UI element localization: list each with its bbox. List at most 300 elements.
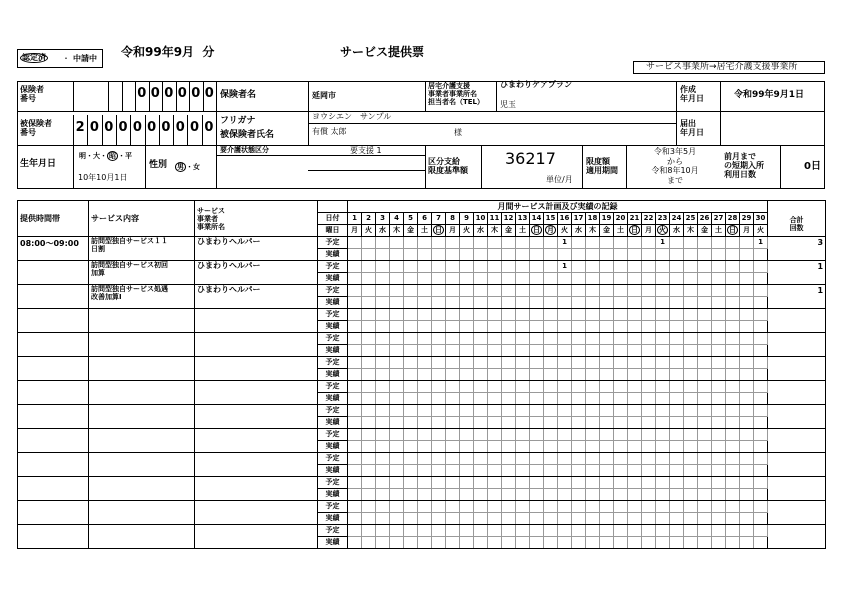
day-number: 30 bbox=[754, 213, 768, 225]
actual-day-cell bbox=[376, 249, 390, 261]
actual-day-cell bbox=[712, 297, 726, 309]
weekday-text: 水 bbox=[673, 226, 680, 234]
dob-label: 生年月日 bbox=[20, 159, 57, 169]
time-cell bbox=[18, 285, 89, 309]
plan-day-cell bbox=[740, 453, 754, 465]
care-level-value: 要支援 1 bbox=[350, 146, 382, 155]
plan-day-cell bbox=[544, 525, 558, 537]
actual-day-cell bbox=[362, 321, 376, 333]
actual-day-cell bbox=[516, 489, 530, 501]
schedule-row bbox=[18, 477, 826, 489]
actual-day-cell bbox=[600, 537, 614, 549]
actual-day-cell bbox=[460, 321, 474, 333]
plan-day-cell bbox=[754, 309, 768, 321]
weekday bbox=[488, 225, 502, 237]
plan-day-cell bbox=[488, 261, 502, 273]
plan-day-cell bbox=[712, 429, 726, 441]
plan-day-cell bbox=[376, 357, 390, 369]
plan-day-cell bbox=[502, 237, 516, 249]
plan-day-cell bbox=[502, 309, 516, 321]
day-number: 10 bbox=[474, 213, 488, 225]
actual-day-cell bbox=[390, 249, 404, 261]
care-manager-label: 居宅介護支援 事業者事業所名 担当者名（TEL） bbox=[428, 82, 485, 106]
insurer-number-label: 保険者 番号 bbox=[20, 85, 44, 103]
plan-day-cell bbox=[544, 261, 558, 273]
actual-day-cell bbox=[502, 537, 516, 549]
actual-day-cell bbox=[698, 297, 712, 309]
service-content-cell bbox=[89, 381, 195, 405]
furigana-label: フリガナ bbox=[220, 116, 256, 126]
plan-day-cell bbox=[684, 333, 698, 345]
actual-day-cell bbox=[586, 513, 600, 525]
plan-day-cell bbox=[404, 453, 418, 465]
total-count-cell bbox=[768, 453, 826, 477]
plan-day-cell bbox=[558, 453, 572, 465]
actual-day-cell bbox=[362, 537, 376, 549]
weekday-text: 日 bbox=[533, 226, 540, 234]
schedule-row bbox=[18, 453, 826, 465]
total-header: 合計 回数 bbox=[768, 213, 826, 237]
actual-day-cell bbox=[586, 321, 600, 333]
plan-day-cell bbox=[544, 285, 558, 297]
plan-day-cell bbox=[600, 501, 614, 513]
actual-day-cell bbox=[474, 513, 488, 525]
plan-day-cell bbox=[656, 285, 670, 297]
actual-day-cell bbox=[628, 513, 642, 525]
actual-day-cell bbox=[740, 513, 754, 525]
actual-day-cell bbox=[390, 441, 404, 453]
plan-day-cell bbox=[390, 525, 404, 537]
weekday bbox=[404, 225, 418, 237]
time-cell bbox=[18, 357, 89, 381]
weekday-text: 火 bbox=[365, 226, 372, 234]
plan-day-cell bbox=[586, 261, 600, 273]
actual-day-cell bbox=[754, 513, 768, 525]
actual-day-cell bbox=[684, 321, 698, 333]
actual-day-cell bbox=[418, 393, 432, 405]
actual-day-cell bbox=[600, 513, 614, 525]
day-label: 日付 bbox=[318, 213, 348, 225]
actual-day-cell bbox=[698, 489, 712, 501]
actual-day-cell bbox=[600, 369, 614, 381]
actual-day-cell bbox=[390, 465, 404, 477]
plan-day-cell bbox=[390, 357, 404, 369]
actual-day-cell bbox=[390, 345, 404, 357]
actual-day-cell bbox=[712, 465, 726, 477]
provider-cell: ひまわりヘルパー bbox=[195, 285, 318, 309]
actual-day-cell bbox=[348, 273, 362, 285]
short-stay-days: 0日 bbox=[804, 161, 821, 172]
time-cell bbox=[18, 405, 89, 429]
actual-day-cell bbox=[418, 537, 432, 549]
total-count-cell bbox=[768, 477, 826, 501]
notified-date-label: 届出 年月日 bbox=[680, 119, 704, 137]
plan-day-cell bbox=[572, 429, 586, 441]
actual-day-cell bbox=[572, 369, 586, 381]
plan-label: 予定 bbox=[318, 333, 348, 345]
plan-day-cell bbox=[516, 405, 530, 417]
actual-day-cell bbox=[460, 393, 474, 405]
actual-day-cell bbox=[572, 393, 586, 405]
limit-unit: 単位/月 bbox=[546, 175, 573, 184]
weekday-text: 月 bbox=[645, 226, 652, 234]
plan-day-cell bbox=[446, 357, 460, 369]
actual-day-cell bbox=[530, 393, 544, 405]
weekday bbox=[740, 225, 754, 237]
actual-day-cell bbox=[516, 321, 530, 333]
actual-day-cell bbox=[474, 249, 488, 261]
plan-day-cell bbox=[558, 405, 572, 417]
plan-day-cell bbox=[642, 333, 656, 345]
plan-day-cell bbox=[460, 501, 474, 513]
day-number: 13 bbox=[516, 213, 530, 225]
actual-day-cell bbox=[600, 417, 614, 429]
plan-day-cell bbox=[712, 261, 726, 273]
plan-day-cell bbox=[488, 453, 502, 465]
plan-day-cell bbox=[586, 501, 600, 513]
plan-day-cell bbox=[362, 381, 376, 393]
plan-day-cell bbox=[642, 357, 656, 369]
day-number: 26 bbox=[698, 213, 712, 225]
actual-day-cell bbox=[670, 345, 684, 357]
plan-day-cell bbox=[712, 501, 726, 513]
actual-day-cell bbox=[516, 393, 530, 405]
weekday bbox=[446, 225, 460, 237]
plan-day-cell bbox=[390, 333, 404, 345]
actual-day-cell bbox=[376, 441, 390, 453]
plan-day-cell bbox=[446, 285, 460, 297]
actual-day-cell bbox=[600, 441, 614, 453]
actual-label: 実績 bbox=[318, 249, 348, 261]
actual-day-cell bbox=[460, 297, 474, 309]
plan-day-cell bbox=[712, 237, 726, 249]
plan-day-cell bbox=[362, 525, 376, 537]
plan-day-cell bbox=[530, 357, 544, 369]
plan-day-cell bbox=[544, 405, 558, 417]
plan-day-cell bbox=[502, 285, 516, 297]
actual-day-cell bbox=[656, 513, 670, 525]
actual-day-cell bbox=[558, 513, 572, 525]
plan-day-cell bbox=[404, 333, 418, 345]
actual-day-cell bbox=[516, 249, 530, 261]
actual-day-cell bbox=[376, 393, 390, 405]
actual-day-cell bbox=[348, 465, 362, 477]
schedule-row bbox=[18, 333, 826, 345]
actual-day-cell bbox=[404, 273, 418, 285]
plan-day-cell bbox=[698, 477, 712, 489]
actual-day-cell bbox=[418, 273, 432, 285]
plan-day-cell bbox=[530, 333, 544, 345]
weekday-text: 木 bbox=[687, 226, 694, 234]
actual-day-cell bbox=[600, 393, 614, 405]
actual-day-cell bbox=[474, 345, 488, 357]
actual-day-cell bbox=[502, 393, 516, 405]
weekday bbox=[418, 225, 432, 237]
plan-day-cell bbox=[502, 357, 516, 369]
actual-day-cell bbox=[614, 345, 628, 357]
actual-day-cell bbox=[614, 297, 628, 309]
plan-day-cell bbox=[558, 477, 572, 489]
plan-day-cell bbox=[698, 237, 712, 249]
plan-day-cell bbox=[530, 309, 544, 321]
actual-day-cell bbox=[404, 465, 418, 477]
plan-day-cell bbox=[376, 261, 390, 273]
plan-day-cell bbox=[726, 333, 740, 345]
plan-day-cell bbox=[376, 429, 390, 441]
actual-day-cell bbox=[572, 297, 586, 309]
actual-day-cell bbox=[572, 249, 586, 261]
actual-day-cell bbox=[684, 441, 698, 453]
actual-day-cell bbox=[614, 273, 628, 285]
actual-label: 実績 bbox=[318, 321, 348, 333]
plan-day-cell bbox=[446, 261, 460, 273]
plan-label: 予定 bbox=[318, 237, 348, 249]
actual-day-cell bbox=[726, 417, 740, 429]
plan-day-cell bbox=[390, 501, 404, 513]
actual-day-cell bbox=[390, 537, 404, 549]
plan-day-cell bbox=[586, 405, 600, 417]
actual-day-cell bbox=[754, 393, 768, 405]
actual-day-cell bbox=[404, 513, 418, 525]
plan-day-cell bbox=[432, 261, 446, 273]
actual-day-cell bbox=[446, 441, 460, 453]
plan-day-cell bbox=[726, 501, 740, 513]
weekday bbox=[502, 225, 516, 237]
actual-day-cell bbox=[474, 417, 488, 429]
actual-day-cell bbox=[446, 537, 460, 549]
actual-day-cell bbox=[642, 513, 656, 525]
plan-day-cell bbox=[670, 309, 684, 321]
actual-day-cell bbox=[376, 273, 390, 285]
plan-day-cell bbox=[488, 333, 502, 345]
weekday bbox=[376, 225, 390, 237]
actual-day-cell bbox=[460, 369, 474, 381]
actual-day-cell bbox=[530, 441, 544, 453]
actual-day-cell bbox=[530, 345, 544, 357]
weekday bbox=[726, 225, 740, 237]
actual-day-cell bbox=[670, 369, 684, 381]
plan-day-cell bbox=[348, 333, 362, 345]
actual-label: 実績 bbox=[318, 297, 348, 309]
plan-day-cell bbox=[446, 333, 460, 345]
actual-day-cell bbox=[446, 393, 460, 405]
actual-day-cell bbox=[362, 489, 376, 501]
weekday-text: 木 bbox=[589, 226, 596, 234]
plan-day-cell bbox=[558, 429, 572, 441]
actual-day-cell bbox=[362, 273, 376, 285]
actual-day-cell bbox=[348, 249, 362, 261]
actual-day-cell bbox=[614, 489, 628, 501]
plan-day-cell bbox=[740, 285, 754, 297]
actual-day-cell bbox=[656, 393, 670, 405]
plan-day-cell bbox=[362, 357, 376, 369]
day-number: 4 bbox=[390, 213, 404, 225]
actual-day-cell bbox=[558, 345, 572, 357]
plan-day-cell bbox=[572, 501, 586, 513]
plan-day-cell bbox=[614, 429, 628, 441]
plan-day-cell bbox=[698, 309, 712, 321]
time-cell bbox=[18, 261, 89, 285]
actual-day-cell bbox=[740, 249, 754, 261]
time-header: 提供時間帯 bbox=[18, 201, 89, 237]
weekday bbox=[348, 225, 362, 237]
actual-day-cell bbox=[600, 297, 614, 309]
plan-day-cell bbox=[614, 405, 628, 417]
provider-cell bbox=[195, 477, 318, 501]
actual-day-cell bbox=[390, 417, 404, 429]
actual-day-cell bbox=[390, 369, 404, 381]
plan-day-cell bbox=[642, 453, 656, 465]
insured-name: 有償 太郎 bbox=[312, 127, 347, 136]
service-content-cell bbox=[89, 453, 195, 477]
plan-day-cell bbox=[698, 285, 712, 297]
plan-day-cell bbox=[740, 429, 754, 441]
honorific: 様 bbox=[454, 128, 462, 137]
actual-day-cell bbox=[474, 321, 488, 333]
plan-day-cell: 1 bbox=[558, 237, 572, 249]
plan-day-cell bbox=[362, 333, 376, 345]
day-number: 20 bbox=[614, 213, 628, 225]
actual-day-cell bbox=[614, 417, 628, 429]
plan-day-cell bbox=[432, 501, 446, 513]
total-count-cell bbox=[768, 357, 826, 381]
plan-day-cell bbox=[642, 309, 656, 321]
plan-day-cell bbox=[432, 429, 446, 441]
actual-day-cell bbox=[670, 465, 684, 477]
weekday-text: 木 bbox=[491, 226, 498, 234]
plan-day-cell bbox=[432, 285, 446, 297]
actual-day-cell bbox=[488, 249, 502, 261]
actual-label: 実績 bbox=[318, 441, 348, 453]
plan-day-cell bbox=[712, 477, 726, 489]
actual-day-cell bbox=[432, 321, 446, 333]
plan-day-cell bbox=[712, 333, 726, 345]
actual-day-cell bbox=[432, 369, 446, 381]
plan-day-cell bbox=[418, 381, 432, 393]
plan-day-cell bbox=[362, 501, 376, 513]
actual-day-cell bbox=[726, 297, 740, 309]
actual-day-cell bbox=[474, 489, 488, 501]
actual-day-cell bbox=[586, 537, 600, 549]
total-count-cell bbox=[768, 429, 826, 453]
provider-cell: ひまわりヘルパー bbox=[195, 237, 318, 261]
service-schedule-table bbox=[17, 200, 826, 549]
actual-day-cell bbox=[684, 513, 698, 525]
total-count-cell bbox=[768, 381, 826, 405]
digit-cell: 0 bbox=[137, 86, 147, 101]
plan-day-cell bbox=[740, 477, 754, 489]
weekday bbox=[754, 225, 768, 237]
actual-day-cell bbox=[614, 321, 628, 333]
plan-day-cell bbox=[684, 285, 698, 297]
plan-day-cell bbox=[684, 525, 698, 537]
plan-day-cell bbox=[544, 429, 558, 441]
plan-day-cell bbox=[740, 525, 754, 537]
plan-day-cell bbox=[404, 525, 418, 537]
plan-day-cell bbox=[586, 429, 600, 441]
plan-day-cell bbox=[376, 501, 390, 513]
actual-day-cell bbox=[754, 321, 768, 333]
time-cell bbox=[18, 477, 89, 501]
actual-day-cell bbox=[362, 345, 376, 357]
actual-day-cell bbox=[348, 441, 362, 453]
actual-day-cell bbox=[418, 513, 432, 525]
plan-day-cell bbox=[698, 333, 712, 345]
plan-day-cell bbox=[460, 477, 474, 489]
actual-day-cell bbox=[446, 369, 460, 381]
actual-day-cell bbox=[516, 513, 530, 525]
actual-day-cell bbox=[572, 537, 586, 549]
plan-day-cell bbox=[516, 429, 530, 441]
actual-day-cell bbox=[446, 249, 460, 261]
digit-cell: 0 bbox=[132, 120, 142, 135]
plan-day-cell bbox=[404, 477, 418, 489]
plan-day-cell bbox=[390, 405, 404, 417]
actual-day-cell bbox=[530, 537, 544, 549]
actual-day-cell bbox=[572, 465, 586, 477]
plan-day-cell bbox=[530, 405, 544, 417]
actual-day-cell bbox=[432, 297, 446, 309]
weekday-text: 木 bbox=[393, 226, 400, 234]
actual-day-cell bbox=[362, 465, 376, 477]
actual-day-cell bbox=[628, 249, 642, 261]
actual-day-cell bbox=[656, 249, 670, 261]
actual-day-cell bbox=[544, 369, 558, 381]
schedule-row bbox=[18, 261, 826, 273]
schedule-row bbox=[18, 405, 826, 417]
plan-day-cell bbox=[418, 477, 432, 489]
actual-day-cell bbox=[642, 489, 656, 501]
plan-day-cell bbox=[502, 477, 516, 489]
actual-day-cell bbox=[488, 393, 502, 405]
actual-label: 実績 bbox=[318, 513, 348, 525]
actual-day-cell bbox=[684, 537, 698, 549]
actual-day-cell bbox=[404, 321, 418, 333]
actual-day-cell bbox=[474, 369, 488, 381]
plan-day-cell bbox=[670, 477, 684, 489]
plan-day-cell bbox=[418, 309, 432, 321]
actual-day-cell bbox=[698, 273, 712, 285]
plan-day-cell bbox=[586, 357, 600, 369]
actual-day-cell bbox=[656, 321, 670, 333]
actual-day-cell bbox=[404, 417, 418, 429]
actual-day-cell bbox=[544, 249, 558, 261]
provider-header: サービス 事業者 事業所名 bbox=[195, 201, 318, 237]
actual-day-cell bbox=[530, 369, 544, 381]
plan-day-cell bbox=[474, 285, 488, 297]
actual-day-cell bbox=[740, 393, 754, 405]
plan-day-cell bbox=[446, 405, 460, 417]
actual-day-cell bbox=[418, 321, 432, 333]
plan-day-cell bbox=[530, 453, 544, 465]
actual-day-cell bbox=[586, 297, 600, 309]
actual-day-cell bbox=[530, 249, 544, 261]
actual-day-cell bbox=[348, 537, 362, 549]
service-content-cell bbox=[89, 309, 195, 333]
plan-day-cell bbox=[530, 429, 544, 441]
actual-day-cell bbox=[376, 513, 390, 525]
plan-day-cell bbox=[544, 453, 558, 465]
actual-day-cell bbox=[460, 417, 474, 429]
plan-day-cell bbox=[754, 261, 768, 273]
plan-day-cell bbox=[684, 357, 698, 369]
insured-number-label: 被保険者 番号 bbox=[20, 119, 52, 137]
day-number: 16 bbox=[558, 213, 572, 225]
actual-day-cell bbox=[670, 513, 684, 525]
actual-day-cell bbox=[642, 369, 656, 381]
plan-day-cell bbox=[740, 501, 754, 513]
actual-day-cell bbox=[432, 273, 446, 285]
